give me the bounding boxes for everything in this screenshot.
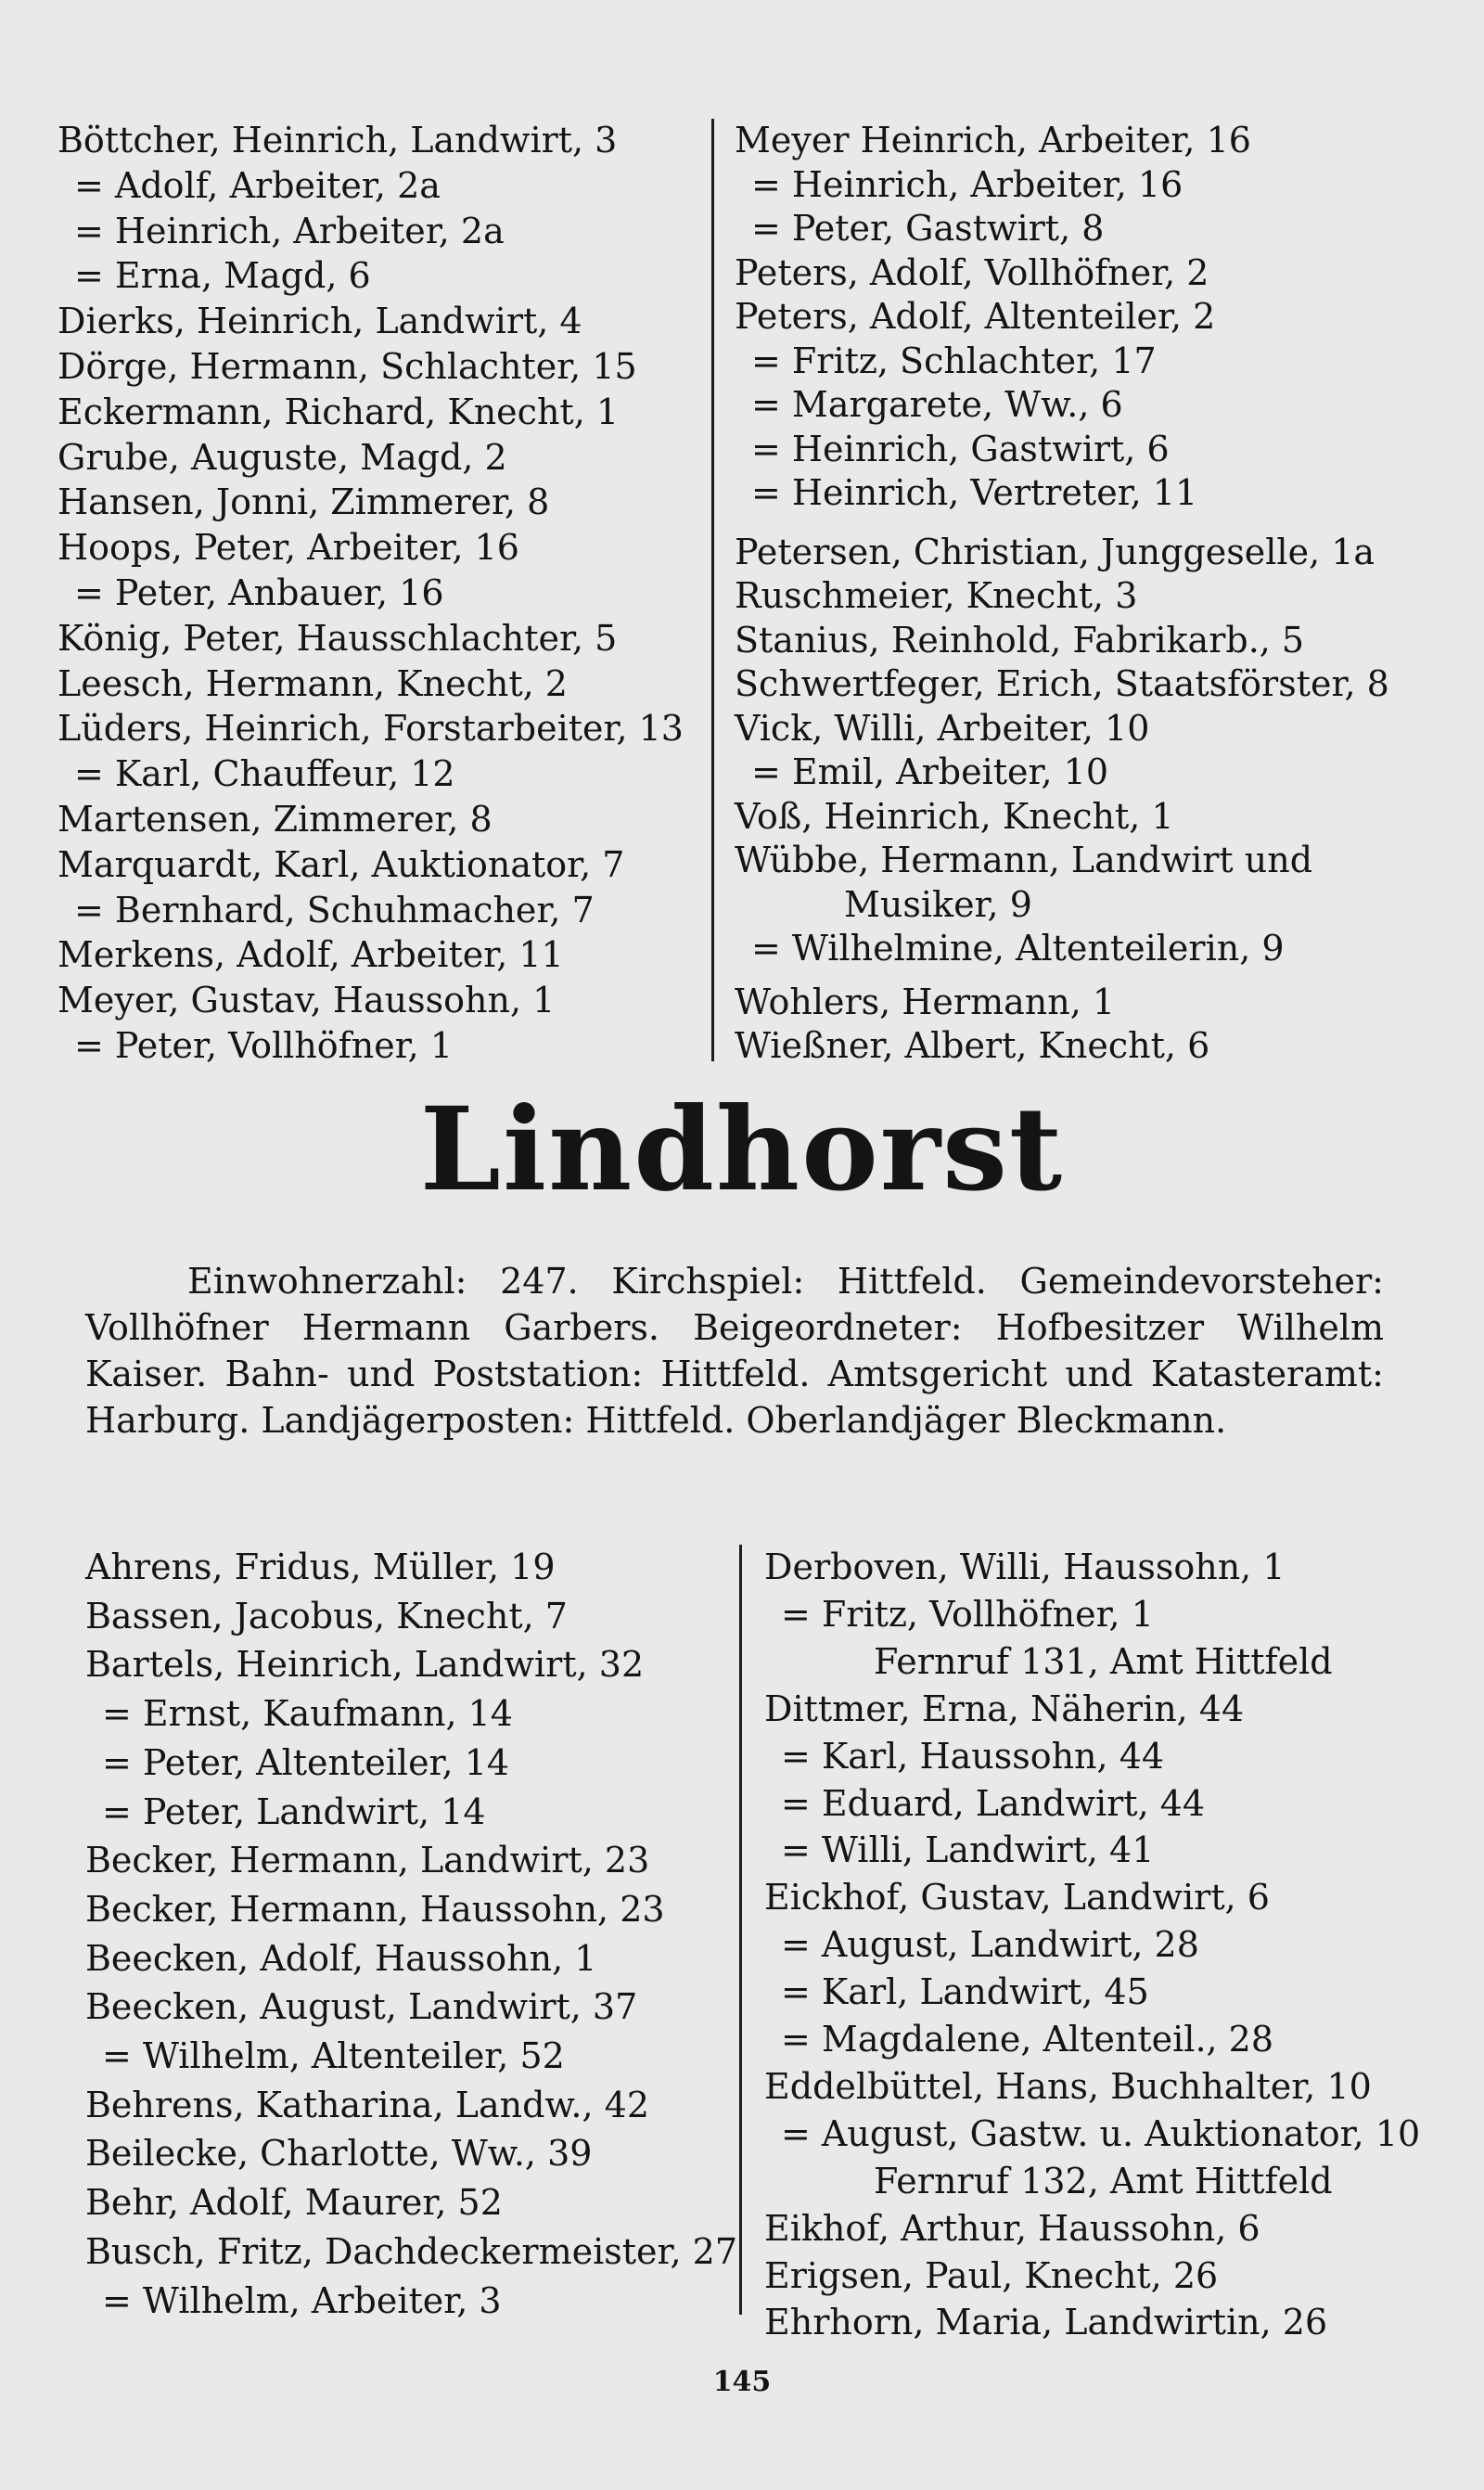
directory-entry: Lüders, Heinrich, Forstarbeiter, 13 (58, 708, 684, 750)
directory-subentry: = Heinrich, Vertreter, 11 (751, 472, 1198, 513)
directory-entry: Peters, Adolf, Altenteiler, 2 (735, 296, 1216, 337)
directory-entry: Merkens, Adolf, Arbeiter, 11 (58, 934, 564, 976)
directory-subentry: = Ernst, Kaufmann, 14 (102, 1693, 513, 1735)
directory-entry: Behrens, Katharina, Landw., 42 (85, 2084, 650, 2125)
directory-subentry: = Wilhelm, Arbeiter, 3 (102, 2279, 502, 2321)
directory-entry: Dittmer, Erna, Näherin, 44 (764, 1688, 1245, 1729)
directory-entry: Hoops, Peter, Arbeiter, 16 (58, 527, 519, 569)
directory-entry: Ahrens, Fridus, Müller, 19 (85, 1547, 556, 1587)
directory-subentry: = Wilhelmine, Altenteilerin, 9 (751, 928, 1285, 969)
directory-subentry: = Margarete, Ww., 6 (751, 384, 1123, 425)
directory-continuation: Fernruf 131, Amt Hittfeld (874, 1640, 1333, 1682)
directory-entry: Meyer, Gustav, Haussohn, 1 (58, 980, 556, 1021)
directory-continuation: Musiker, 9 (844, 883, 1032, 925)
directory-entry: Voß, Heinrich, Knecht, 1 (735, 795, 1174, 837)
directory-subentry: = Erna, Magd, 6 (74, 255, 371, 297)
section-title: Lindhorst (419, 1083, 1065, 1217)
directory-subentry: = Peter, Anbauer, 16 (74, 572, 444, 613)
directory-subentry: = Adolf, Arbeiter, 2a (74, 164, 441, 206)
directory-entry: Meyer Heinrich, Arbeiter, 16 (735, 120, 1251, 160)
directory-subentry: = Fritz, Vollhöfner, 1 (781, 1593, 1154, 1635)
directory-entry: Wohlers, Hermann, 1 (735, 981, 1116, 1022)
directory-entry: Beilecke, Charlotte, Ww., 39 (85, 2133, 593, 2175)
directory-entry: Behr, Adolf, Maurer, 52 (85, 2182, 503, 2224)
directory-entry: Ruschmeier, Knecht, 3 (735, 575, 1138, 616)
directory-entry: Peters, Adolf, Vollhöfner, 2 (735, 251, 1209, 293)
directory-entry: Bartels, Heinrich, Landwirt, 32 (85, 1644, 645, 1686)
directory-entry: Derboven, Willi, Haussohn, 1 (764, 1547, 1286, 1587)
directory-subentry: = Magdalene, Altenteil., 28 (781, 2019, 1274, 2060)
column-divider-top (711, 119, 714, 1061)
directory-subentry: = August, Gastw. u. Auktionator, 10 (781, 2112, 1421, 2154)
column-divider-bottom (739, 1545, 742, 2315)
directory-entry: Ehrhorn, Maria, Landwirtin, 26 (764, 2302, 1328, 2343)
directory-subentry: = Heinrich, Gastwirt, 6 (751, 428, 1170, 469)
directory-entry: Marquardt, Karl, Auktionator, 7 (58, 843, 625, 885)
directory-entry: König, Peter, Hausschlachter, 5 (58, 617, 618, 659)
directory-subentry: = Wilhelm, Altenteiler, 52 (102, 2035, 565, 2076)
directory-entry: Böttcher, Heinrich, Landwirt, 3 (58, 120, 618, 160)
directory-entry: Eddelbüttel, Hans, Buchhalter, 10 (764, 2065, 1372, 2107)
directory-subentry: = Emil, Arbeiter, 10 (751, 751, 1108, 792)
directory-subentry: = Eduard, Landwirt, 44 (781, 1782, 1206, 1824)
directory-subentry: = Heinrich, Arbeiter, 16 (751, 163, 1183, 205)
directory-entry: Schwertfeger, Erich, Staatsförster, 8 (735, 663, 1389, 704)
directory-entry: Vick, Willi, Arbeiter, 10 (735, 707, 1150, 749)
directory-entry: Becker, Hermann, Landwirt, 23 (85, 1840, 650, 1881)
directory-entry: Dörge, Hermann, Schlachter, 15 (58, 346, 637, 387)
directory-entry: Eikhof, Arthur, Haussohn, 6 (764, 2207, 1260, 2249)
directory-entry: Petersen, Christian, Junggeselle, 1a (735, 531, 1375, 572)
directory-entry: Erigsen, Paul, Knecht, 26 (764, 2254, 1219, 2296)
directory-entry: Dierks, Heinrich, Landwirt, 4 (58, 301, 582, 342)
directory-subentry: = Karl, Landwirt, 45 (781, 1971, 1149, 2013)
directory-entry: Grube, Auguste, Magd, 2 (58, 436, 507, 478)
directory-entry: Leesch, Hermann, Knecht, 2 (58, 662, 568, 704)
directory-entry: Hansen, Jonni, Zimmerer, 8 (58, 481, 550, 523)
directory-entry: Becker, Hermann, Haussohn, 23 (85, 1888, 665, 1930)
municipality-info (85, 1258, 1384, 1444)
directory-subentry: = Heinrich, Arbeiter, 2a (74, 210, 505, 251)
directory-subentry: = Peter, Altenteiler, 14 (102, 1741, 510, 1783)
directory-subentry: = Peter, Vollhöfner, 1 (74, 1025, 454, 1066)
directory-subentry: = Peter, Landwirt, 14 (102, 1790, 486, 1832)
directory-subentry: = August, Landwirt, 28 (781, 1924, 1199, 1966)
directory-entry: Wübbe, Hermann, Landwirt und (735, 840, 1313, 880)
directory-subentry: = Peter, Gastwirt, 8 (751, 208, 1105, 249)
directory-subentry: = Karl, Chauffeur, 12 (74, 753, 455, 795)
directory-entry: Stanius, Reinhold, Fabrikarb., 5 (735, 619, 1305, 661)
directory-entry: Eickhof, Gustav, Landwirt, 6 (764, 1877, 1270, 1919)
directory-entry: Beecken, August, Landwirt, 37 (85, 1986, 638, 2028)
directory-entry: Bassen, Jacobus, Knecht, 7 (85, 1595, 568, 1636)
directory-entry: Eckermann, Richard, Knecht, 1 (58, 391, 620, 432)
directory-continuation: Fernruf 132, Amt Hittfeld (874, 2160, 1333, 2201)
directory-entry: Wießner, Albert, Knecht, 6 (735, 1025, 1210, 1066)
directory-subentry: = Bernhard, Schuhmacher, 7 (74, 889, 595, 931)
directory-subentry: = Karl, Haussohn, 44 (781, 1735, 1165, 1777)
intro-text: Einwohnerzahl: 247. Kirchspiel: Hittfeld. Gemeindevorsteher: Vollhöfner Hermann Garbers. Beigeordneter: Hofbesitzer Wilhelm Kaiser. Bahn- und Poststation: Hittfeld. Amtsgericht und Katasteramt: Harburg. Landjägerposten: Hittfeld. Oberlandjäger Bleckmann. (85, 1261, 1384, 1441)
directory-entry: Busch, Fritz, Dachdeckermeister, 27 (85, 2230, 738, 2272)
directory-subentry: = Fritz, Schlachter, 17 (751, 340, 1157, 381)
page-number: 145 (712, 2366, 772, 2398)
directory-entry: Martensen, Zimmerer, 8 (58, 799, 493, 840)
directory-subentry: = Willi, Landwirt, 41 (781, 1829, 1155, 1871)
directory-entry: Beecken, Adolf, Haussohn, 1 (85, 1937, 597, 1979)
